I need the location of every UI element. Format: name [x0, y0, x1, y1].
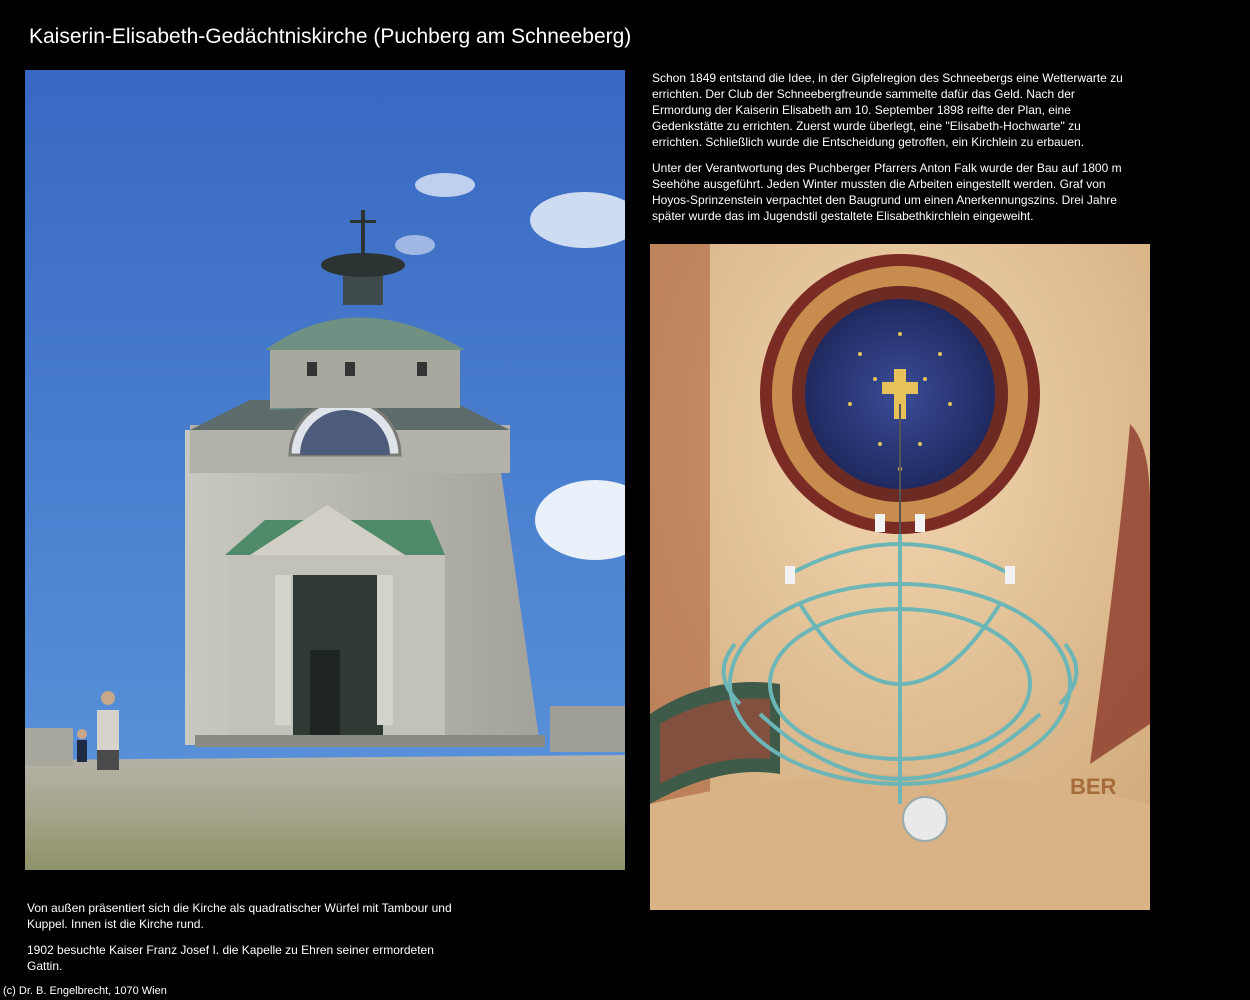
church-interior-dome-photo: [650, 244, 1150, 910]
church-exterior-photo: [25, 70, 625, 870]
intro-paragraph: Unter der Verantwortung des Puchberger Pfarrers Anton Falk wurde der Bau auf 1800 m Seehöhe ausgeführt. Jeden Winter mussten die Arbeiten eingestellt werden. Graf von Hoyos-Sprinzenstein verpachtet den Baugrund um einen Anerkennungszins. Drei Jahre später wurde das im Jugendstil gestaltete Elisabethkirchlein eingeweiht.: [652, 161, 1122, 223]
caption-paragraph: 1902 besuchte Kaiser Franz Josef I. die Kapelle zu Ehren seiner ermordeten Gattin.: [27, 943, 434, 973]
page-title: Kaiserin-Elisabeth-Gedächtniskirche (Puchberg am Schneeberg): [29, 25, 632, 48]
wall-inscription: BER: [1070, 774, 1117, 799]
intro-paragraph: Schon 1849 entstand die Idee, in der Gipfelregion des Schneebergs eine Wetterwarte zu errichten. Der Club der Schneebergfreunde sammelte dafür das Geld. Nach der Ermordung der Kaiserin Elisabeth am 10. September 1898 reifte der Plan, eine Gedenkstätte zu errichten. Zuerst wurde überlegt, eine "Elisabeth-Hochwarte" zu errichten. Schließlich wurde die Entscheidung getroffen, ein Kirchlein zu erbauen.: [652, 71, 1123, 149]
intro-text: [652, 70, 1127, 234]
caption-text: [27, 900, 467, 984]
caption-paragraph: Von außen präsentiert sich die Kirche als quadratischer Würfel mit Tambour und Kuppel. Innen ist die Kirche rund.: [27, 901, 452, 931]
copyright-footer: (c) Dr. B. Engelbrecht, 1070 Wien: [3, 985, 167, 997]
